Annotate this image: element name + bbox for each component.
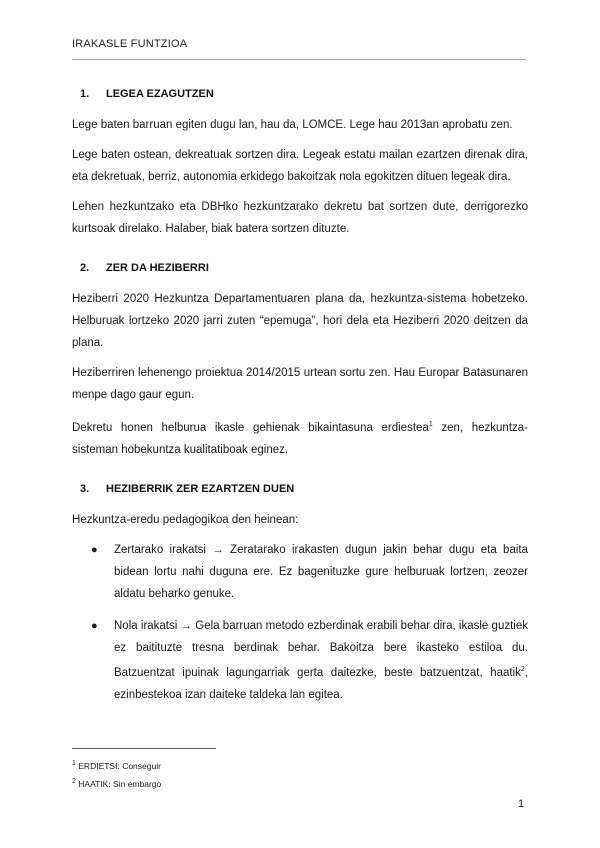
section-zer-da-heziberri: [72, 262, 528, 461]
bullet-icon: ●: [91, 619, 98, 632]
bullet-icon: ●: [91, 543, 98, 556]
section-title: HEZIBERRIK ZER EZARTZEN DUEN: [106, 482, 295, 495]
page-header: IRAKASLE FUNTZIOA: [72, 38, 188, 50]
footnote-mark: 2: [72, 777, 76, 785]
section-number: 1.: [80, 88, 90, 100]
section-legea-ezagutzen: [72, 88, 528, 240]
header-divider: [72, 59, 526, 60]
section-heading: [72, 262, 528, 274]
paragraph: Lege baten ostean, dekreatuak sortzen dira. Legeak estatu mailan ezartzen direnak dira, eta dekretuak, berriz, autonomia erkidego bakoitzak nola egokitzen dituen legeak dira.: [72, 149, 528, 183]
footnotes: [72, 756, 161, 792]
section-title: ZER DA HEZIBERRI: [106, 262, 209, 274]
footnote-ref[interactable]: 1: [428, 421, 433, 428]
section-title: LEGEA EZAGUTZEN: [106, 88, 214, 100]
list-item: [88, 539, 528, 605]
paragraph: Lehen hezkuntzako eta DBHko hezkuntzarako dekretu bat sortzen dute, derrigorezko kurtsoak direlako. Halaber, biak batera sortzen dituzte.: [72, 201, 528, 235]
section-number: 2.: [80, 262, 90, 274]
list-item-text: Zertarako irakatsi → Zeratarako irakasten dugun jakin behar dugu eta baita bidean lortu nahi duguna ere. Ez bagenituzke gure helburuak lortzen, zeozer aldatu beharko genuke.: [114, 543, 528, 600]
footnote-divider: [72, 748, 216, 749]
list-item-text: , ezinbestekoa izan daiteke taldeka lan egitea.: [114, 666, 528, 701]
footnote-ref[interactable]: 2: [520, 665, 525, 673]
footnote-text: ERDIETSI: Conseguir: [75, 760, 161, 771]
bullet-list: [72, 539, 528, 706]
document-body: [72, 88, 528, 728]
paragraph: Lege baten barruan egiten dugu lan, hau da, LOMCE. Lege hau 2013an aprobatu zen.: [72, 119, 513, 131]
footnote-mark: 1: [72, 760, 76, 767]
paragraph-with-footnote: [72, 414, 528, 461]
footnote-text: HAATIK: Sin embargo: [75, 778, 162, 789]
section-heading: [72, 483, 528, 495]
list-item-text: Nola irakatsi → Gela barruan metodo ezberdinak erabili behar dira, ikasle guztiek ez baitituzte tresna berdinak behar. Bakoitza bere ikasteko estiloa du. Batzuentzat ipuinak lagungarriak gerta daitezke, beste batzuentzat, haatik: [114, 619, 528, 679]
footnote: [72, 774, 161, 792]
section-heziberrik-zer-ezartzen: [72, 483, 528, 706]
paragraph-text: Dekretu honen helburua ikasle gehienak bikaintasuna erdiestea: [72, 421, 429, 434]
section-heading: [72, 88, 528, 100]
paragraph-text: zen, hezkuntza-sisteman hobekuntza kualitatiboak eginez.: [72, 421, 528, 456]
paragraph: Heziberriren lehenengo proiektua 2014/2015 urtean sortu zen. Hau Europar Batasunaren menpe dago gaur egun.: [72, 367, 528, 401]
paragraph: Hezkuntza-eredu pedagogikoa den heinean:: [72, 513, 299, 526]
page-number: 1: [518, 798, 525, 810]
section-number: 3.: [80, 482, 90, 495]
paragraph: Heziberri 2020 Hezkuntza Departamentuaren plana da, hezkuntza-sistema hobetzeko. Helburuak lortzeko 2020 jarri zuten “epemuga”, hori dela eta Heziberri 2020 deitzen da plana.: [72, 293, 528, 349]
list-item: [88, 615, 528, 706]
footnote: [72, 756, 161, 774]
